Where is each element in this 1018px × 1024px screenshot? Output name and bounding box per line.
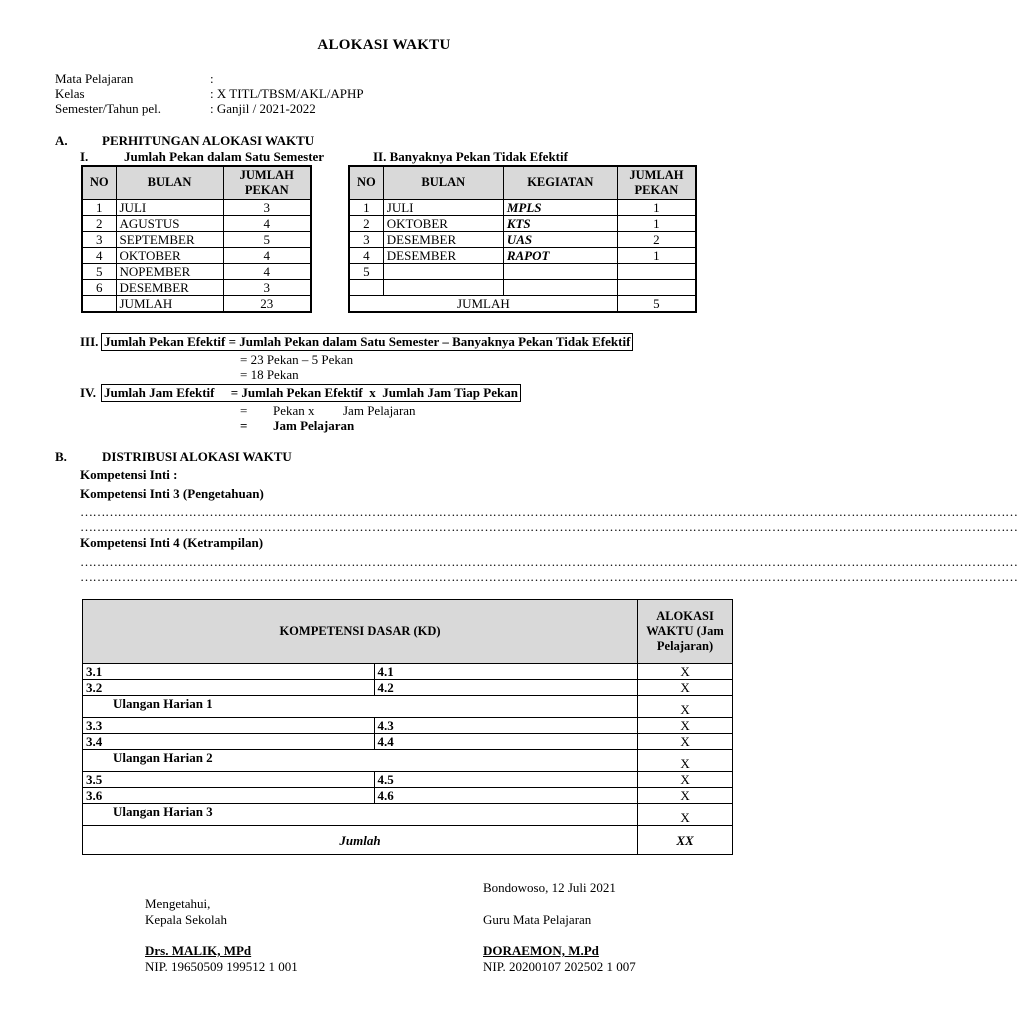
principal-nip: NIP. 19650509 199512 1 001 [145,959,298,974]
principal-name: Drs. MALIK, MPd [145,943,252,958]
table2-total-row [349,295,696,312]
effective-weeks-formula: Jumlah Pekan Efektif = Jumlah Pekan dalam Satu Semester – Banyaknya Pekan Tidak Efektif [101,333,633,351]
table-row [83,804,733,826]
table1-cell: DESEMBER [116,279,223,295]
kd4-cell: 4.2 [374,680,638,696]
teacher-name: DORAEMON, M.Pd [483,943,599,958]
table1-cell: OKTOBER [116,247,223,263]
table2-cell: 2 [617,231,696,247]
table1-cell: 4 [223,215,311,231]
effective-weeks-calc-1: = 23 Pekan – 5 Pekan [240,352,354,367]
table2-cell [617,263,696,279]
table1-cell: 2 [82,215,116,231]
table2-header-jumlah: JUMLAH PEKAN [617,166,696,199]
identity-label-class: Kelas [55,86,85,101]
kd-header: KOMPETENSI DASAR (KD) [83,600,638,664]
table-row [82,247,311,263]
table1-cell: 4 [82,247,116,263]
table-row [83,718,733,734]
daily-test-label: Ulangan Harian 2 [83,750,638,772]
allocation-cell: X [638,804,733,826]
kd3-cell: 3.2 [83,680,375,696]
effective-hours-calc-2: Jam Pelajaran [273,418,355,433]
kd-total-label: Jumlah [83,826,638,855]
table2-cell: UAS [503,231,617,247]
table2-cell [503,279,617,295]
ki4-dotted-line-1: ……………………………………………………………………………………………………………………………………………………………………………………………………… [80,554,1018,569]
table2-cell: OKTOBER [383,215,503,231]
principal-title: Kepala Sekolah [145,912,227,927]
table1-cell: 5 [223,231,311,247]
sub1-number: I. [80,149,89,164]
table1-cell: AGUSTUS [116,215,223,231]
ki-label: Kompetensi Inti : [80,467,178,482]
table1-cell: 5 [82,263,116,279]
table-row [82,199,311,215]
effective-weeks-calc-2: = 18 Pekan [240,367,299,382]
iv-number: IV. [80,385,97,400]
table1-total-value: 23 [223,295,311,312]
allocation-cell: X [638,664,733,680]
kd4-cell: 4.5 [374,772,638,788]
section-b-letter: B. [55,449,67,464]
teacher-nip: NIP. 20200107 202502 1 007 [483,959,636,974]
daily-test-label: Ulangan Harian 1 [83,696,638,718]
table1-header-bulan: BULAN [116,166,223,199]
table2-cell [349,279,383,295]
table2-total-value: 5 [617,295,696,312]
table-row [82,215,311,231]
table1-cell: 1 [82,199,116,215]
table1-cell: SEPTEMBER [116,231,223,247]
sub1-title: Jumlah Pekan dalam Satu Semester [124,149,325,164]
table-row [83,664,733,680]
table-row [82,279,311,295]
table2-cell: 1 [617,247,696,263]
table2-cell: JULI [383,199,503,215]
identity-value-class: : X TITL/TBSM/AKL/APHP [210,86,364,101]
table2-cell: 3 [349,231,383,247]
effective-hours-calc-1b: Jam Pelajaran [343,403,416,418]
kd-allocation-table [82,599,733,855]
kd3-cell: 3.6 [83,788,375,804]
table-row [83,772,733,788]
non-effective-weeks-table [348,165,697,313]
table1-cell: 3 [82,231,116,247]
effective-hours-eq-2: = [240,418,248,433]
table-row [349,215,696,231]
table2-cell: DESEMBER [383,231,503,247]
table1-total-label: JUMLAH [116,295,223,312]
table2-cell: MPLS [503,199,617,215]
table1-header-jumlah: JUMLAH PEKAN [223,166,311,199]
identity-value-semester: : Ganjil / 2021-2022 [210,101,316,116]
table-row [83,696,733,718]
acknowledged-label: Mengetahui, [145,896,211,911]
table-row [83,680,733,696]
table2-cell: 1 [617,215,696,231]
table2-cell: RAPOT [503,247,617,263]
kd4-cell: 4.6 [374,788,638,804]
identity-label-semester: Semester/Tahun pel. [55,101,161,116]
table-row [82,263,311,279]
table2-header-kegiatan: KEGIATAN [503,166,617,199]
ki3-dotted-line-1: ……………………………………………………………………………………………………………………………………………………………………………………………………… [80,504,1018,519]
iii-number: III. [80,334,99,349]
section-b-heading: DISTRIBUSI ALOKASI WAKTU [102,449,292,464]
allocation-cell: X [638,772,733,788]
teacher-title: Guru Mata Pelajaran [483,912,592,927]
identity-value-subject: : [210,71,214,86]
table2-cell [383,263,503,279]
table2-cell [503,263,617,279]
effective-hours-eq-1: = [240,403,248,418]
table1-cell: NOPEMBER [116,263,223,279]
allocation-header: ALOKASI WAKTU (Jam Pelajaran) [638,600,733,664]
table2-cell [383,279,503,295]
allocation-cell: X [638,788,733,804]
table1-cell: 3 [223,279,311,295]
kd-total-row [83,826,733,855]
table-row [82,231,311,247]
kd3-cell: 3.1 [83,664,375,680]
table2-header-no: NO [349,166,383,199]
table-row [349,263,696,279]
kd4-cell: 4.3 [374,718,638,734]
table-row [83,734,733,750]
place-date: Bondowoso, 12 Juli 2021 [483,880,616,895]
table2-header-bulan: BULAN [383,166,503,199]
allocation-cell: X [638,718,733,734]
identity-label-subject: Mata Pelajaran [55,71,134,86]
table2-cell: 4 [349,247,383,263]
table2-cell: KTS [503,215,617,231]
table1-cell: 6 [82,279,116,295]
table-row [349,199,696,215]
kd4-cell: 4.1 [374,664,638,680]
table1-cell: 4 [223,247,311,263]
table1-cell: 4 [223,263,311,279]
table2-cell [617,279,696,295]
table2-cell: 2 [349,215,383,231]
table2-total-label: JUMLAH [349,295,617,312]
table2-cell: 1 [349,199,383,215]
effective-hours-calc-1a: Pekan x [273,403,315,418]
allocation-cell: X [638,680,733,696]
ki3-dotted-line-2: ……………………………………………………………………………………………………………………………………………………………………………………………………… [80,519,1018,534]
ki3-label: Kompetensi Inti 3 (Pengetahuan) [80,486,264,501]
table1-total-empty [82,295,116,312]
table1-cell: JULI [116,199,223,215]
table-row [349,231,696,247]
table2-cell: 5 [349,263,383,279]
table1-header-no: NO [82,166,116,199]
section-a-letter: A. [55,133,68,148]
kd3-cell: 3.4 [83,734,375,750]
section-a-heading: PERHITUNGAN ALOKASI WAKTU [102,133,315,148]
page-title: ALOKASI WAKTU [317,37,451,53]
table-row [349,279,696,295]
table1-cell: 3 [223,199,311,215]
daily-test-label: Ulangan Harian 3 [83,804,638,826]
ki4-dotted-line-2: ……………………………………………………………………………………………………………………………………………………………………………………………………… [80,569,1018,584]
sub2-title: II. Banyaknya Pekan Tidak Efektif [373,149,568,164]
kd4-cell: 4.4 [374,734,638,750]
table2-cell: 1 [617,199,696,215]
weeks-per-semester-table [81,165,312,313]
ki4-label: Kompetensi Inti 4 (Ketrampilan) [80,535,264,550]
kd-total-value: XX [638,826,733,855]
table1-total-row [82,295,311,312]
kd3-cell: 3.3 [83,718,375,734]
kd3-cell: 3.5 [83,772,375,788]
allocation-cell: X [638,750,733,772]
allocation-cell: X [638,696,733,718]
table-row [83,750,733,772]
effective-hours-formula: Jumlah Jam Efektif = Jumlah Pekan Efektif x Jumlah Jam Tiap Pekan [101,384,521,402]
table-row [83,788,733,804]
table-row [349,247,696,263]
allocation-cell: X [638,734,733,750]
table2-cell: DESEMBER [383,247,503,263]
